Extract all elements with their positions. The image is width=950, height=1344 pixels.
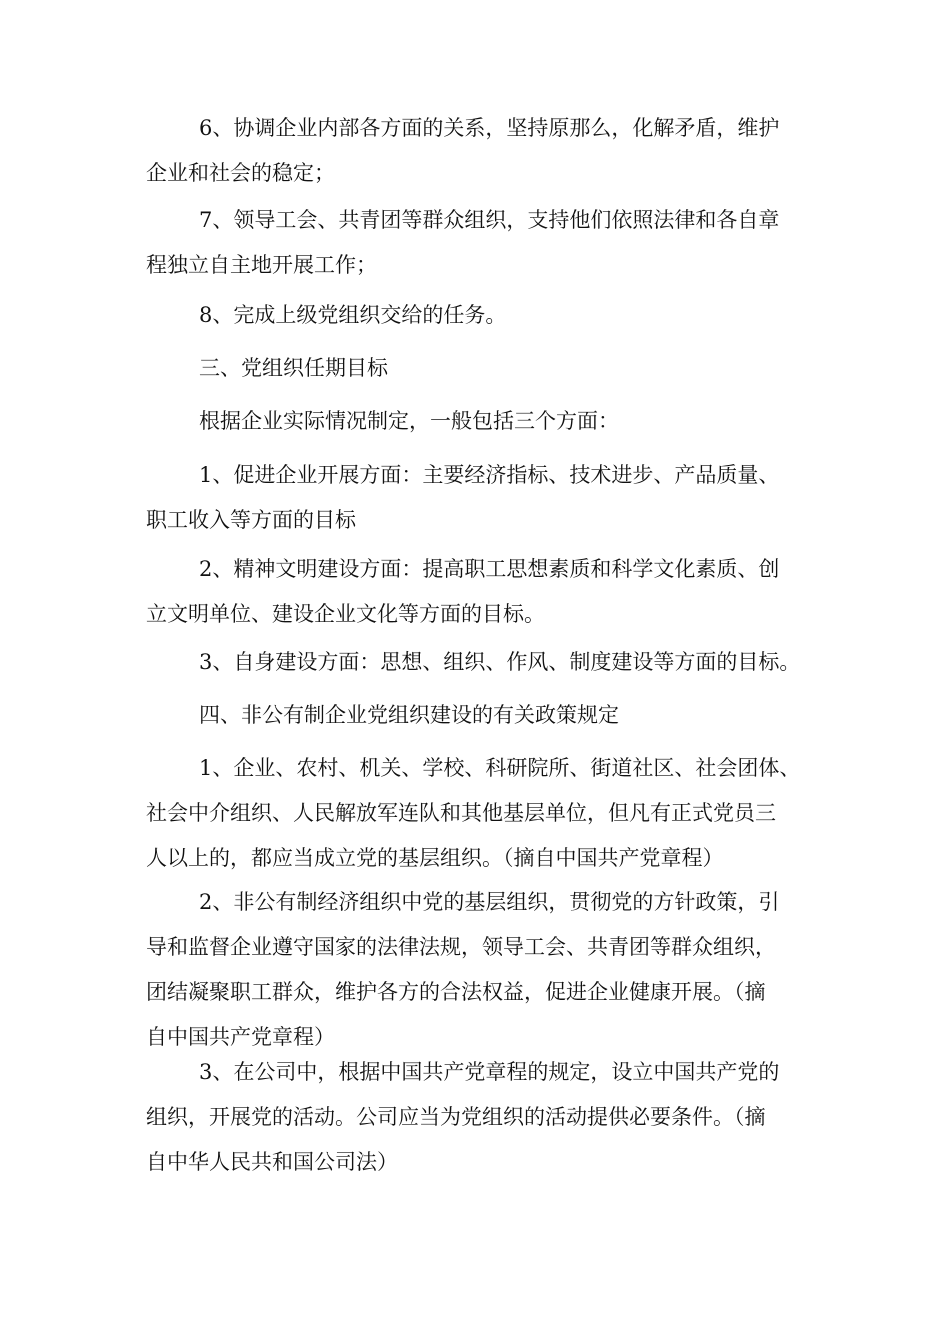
paragraph-line: 3、在公司中，根据中国共产党章程的规定，设立中国共产党的 <box>199 1060 780 1084</box>
paragraph-line: 6、协调企业内部各方面的关系，坚持原那么，化解矛盾，维护 <box>199 116 780 140</box>
section-4-heading <box>146 693 806 738</box>
section-3-intro <box>146 399 806 444</box>
paragraph-line: 自中华人民共和国公司法） <box>146 1150 398 1174</box>
paragraph-line: 3、自身建设方面：思想、组织、作风、制度建设等方面的目标。 <box>199 650 801 674</box>
item-8-paragraph <box>146 293 806 338</box>
paragraph-line: 程独立自主地开展工作； <box>146 253 377 277</box>
paragraph-line: 2、精神文明建设方面：提高职工思想素质和科学文化素质、创 <box>199 557 780 581</box>
paragraph-line: 团结凝聚职工群众，维护各方的合法权益，促进企业健康开展。（摘 <box>146 980 766 1004</box>
paragraph-line: 2、非公有制经济组织中党的基层组织，贯彻党的方针政策，引 <box>199 890 780 914</box>
item-7-paragraph <box>146 198 806 288</box>
paragraph-line: 组织，开展党的活动。公司应当为党组织的活动提供必要条件。（摘 <box>146 1105 766 1129</box>
section-3-heading <box>146 346 806 391</box>
paragraph-line: 企业和社会的稳定； <box>146 161 335 185</box>
paragraph-line: 四、非公有制企业党组织建设的有关政策规定 <box>199 703 619 727</box>
paragraph-line: 人以上的，都应当成立党的基层组织。（摘自中国共产党章程） <box>146 846 724 870</box>
paragraph-line: 自中国共产党章程） <box>146 1025 335 1049</box>
paragraph-line: 职工收入等方面的目标 <box>146 508 356 532</box>
paragraph-line: 导和监督企业遵守国家的法律法规，领导工会、共青团等群众组织， <box>146 935 776 959</box>
goal-1-paragraph <box>146 453 806 543</box>
paragraph-line: 8、完成上级党组织交给的任务。 <box>199 303 507 327</box>
paragraph-line: 1、促进企业开展方面：主要经济指标、技术进步、产品质量、 <box>199 463 780 487</box>
paragraph-line: 三、党组织任期目标 <box>199 356 388 380</box>
policy-3-paragraph <box>146 1050 806 1185</box>
paragraph-line: 7、领导工会、共青团等群众组织，支持他们依照法律和各自章 <box>199 208 780 232</box>
item-6-paragraph <box>146 106 806 196</box>
paragraph-line: 社会中介组织、人民解放军连队和其他基层单位，但凡有正式党员三 <box>146 801 776 825</box>
policy-1-paragraph <box>146 746 806 881</box>
paragraph-line: 立文明单位、建设企业文化等方面的目标。 <box>146 602 545 626</box>
goal-3-paragraph <box>146 640 806 685</box>
paragraph-line: 1、企业、农村、机关、学校、科研院所、街道社区、社会团体、 <box>199 756 801 780</box>
policy-2-paragraph <box>146 880 806 1060</box>
goal-2-paragraph <box>146 547 806 637</box>
paragraph-line: 根据企业实际情况制定，一般包括三个方面： <box>199 409 619 433</box>
